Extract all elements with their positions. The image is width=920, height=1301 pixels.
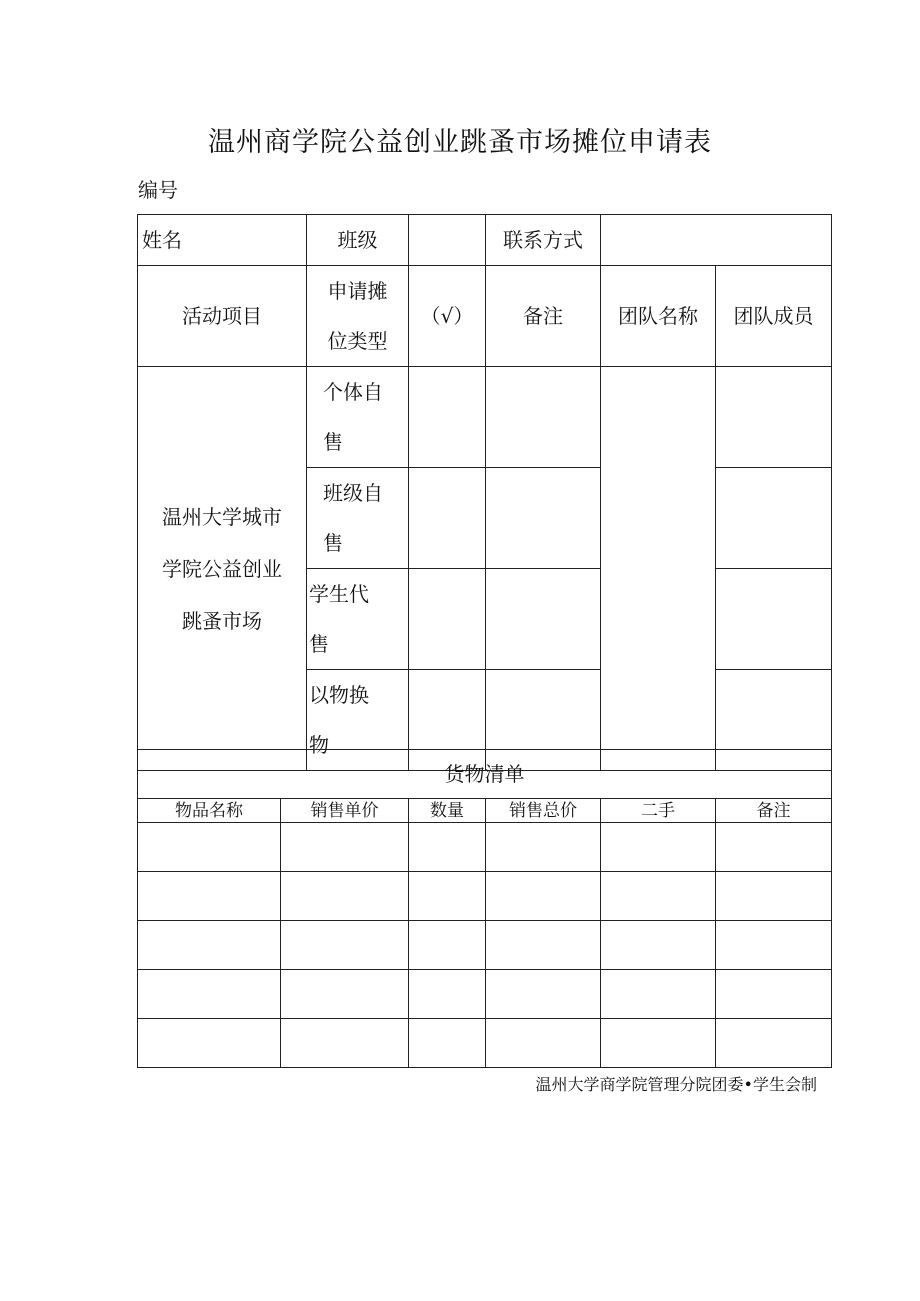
- team-name-cell[interactable]: [601, 367, 716, 771]
- team-members-cell-class[interactable]: [716, 468, 832, 569]
- goods-cell[interactable]: [138, 1019, 281, 1068]
- goods-cell[interactable]: [486, 921, 601, 970]
- goods-cell[interactable]: [486, 872, 601, 921]
- check-cell-individual[interactable]: [409, 367, 486, 468]
- goods-cell[interactable]: [716, 921, 832, 970]
- contact-label: 联系方式: [486, 215, 601, 266]
- goods-list-title: 货物清单: [138, 750, 832, 799]
- goods-header-second-hand: 二手: [601, 799, 716, 823]
- goods-cell[interactable]: [138, 872, 281, 921]
- team-members-cell-individual[interactable]: [716, 367, 832, 468]
- footer-issuer: 温州大学商学院管理分院团委•学生会制: [535, 1075, 817, 1094]
- stall-type-class: 班级自售: [307, 468, 409, 569]
- goods-header-item-name: 物品名称: [138, 799, 281, 823]
- goods-cell[interactable]: [486, 970, 601, 1019]
- table-row: [138, 872, 832, 921]
- goods-cell[interactable]: [601, 921, 716, 970]
- check-cell-agent[interactable]: [409, 569, 486, 670]
- goods-cell[interactable]: [138, 970, 281, 1019]
- stall-type-individual: 个体自售: [307, 367, 409, 468]
- goods-header-remark: 备注: [716, 799, 832, 823]
- stall-type-agent: 学生代售: [307, 569, 409, 670]
- form-title: 温州商学院公益创业跳蚤市场摊位申请表: [208, 127, 712, 158]
- goods-cell[interactable]: [601, 872, 716, 921]
- goods-cell[interactable]: [716, 970, 832, 1019]
- activity-header: 活动项目: [138, 266, 307, 367]
- check-header: （√）: [409, 266, 486, 367]
- stall-type-barter: 以物换物: [307, 670, 409, 771]
- goods-cell[interactable]: [281, 970, 409, 1019]
- goods-cell[interactable]: [281, 823, 409, 872]
- activity-name: 温州大学城市学院公益创业跳蚤市场: [138, 367, 307, 771]
- goods-cell[interactable]: [281, 872, 409, 921]
- goods-cell[interactable]: [409, 921, 486, 970]
- contact-field[interactable]: [601, 215, 832, 266]
- table-row: [138, 823, 832, 872]
- goods-header-unit-price: 销售单价: [281, 799, 409, 823]
- remark-cell-class[interactable]: [486, 468, 601, 569]
- class-field[interactable]: [409, 215, 486, 266]
- goods-cell[interactable]: [716, 1019, 832, 1068]
- remark-header: 备注: [486, 266, 601, 367]
- goods-cell[interactable]: [409, 823, 486, 872]
- remark-cell-agent[interactable]: [486, 569, 601, 670]
- table-row: [138, 970, 832, 1019]
- goods-cell[interactable]: [601, 1019, 716, 1068]
- table-row: [138, 921, 832, 970]
- team-members-cell-agent[interactable]: [716, 569, 832, 670]
- name-label: 姓名: [138, 215, 307, 266]
- goods-cell[interactable]: [486, 823, 601, 872]
- serial-number-label: 编号: [138, 178, 178, 202]
- goods-cell[interactable]: [409, 1019, 486, 1068]
- goods-cell[interactable]: [716, 872, 832, 921]
- stall-type-header: 申请摊位类型: [307, 266, 409, 367]
- goods-cell[interactable]: [409, 970, 486, 1019]
- goods-list-table: [137, 749, 832, 1068]
- team-members-header: 团队成员: [716, 266, 832, 367]
- table-row: [138, 1019, 832, 1068]
- check-cell-class[interactable]: [409, 468, 486, 569]
- goods-cell[interactable]: [486, 1019, 601, 1068]
- goods-cell[interactable]: [281, 1019, 409, 1068]
- goods-cell[interactable]: [716, 823, 832, 872]
- remark-cell-individual[interactable]: [486, 367, 601, 468]
- class-label: 班级: [307, 215, 409, 266]
- goods-cell[interactable]: [281, 921, 409, 970]
- goods-header-quantity: 数量: [409, 799, 486, 823]
- goods-header-total-price: 销售总价: [486, 799, 601, 823]
- goods-cell[interactable]: [138, 823, 281, 872]
- goods-cell[interactable]: [138, 921, 281, 970]
- goods-cell[interactable]: [601, 970, 716, 1019]
- application-form-table: [137, 214, 832, 771]
- team-name-header: 团队名称: [601, 266, 716, 367]
- goods-cell[interactable]: [409, 872, 486, 921]
- goods-cell[interactable]: [601, 823, 716, 872]
